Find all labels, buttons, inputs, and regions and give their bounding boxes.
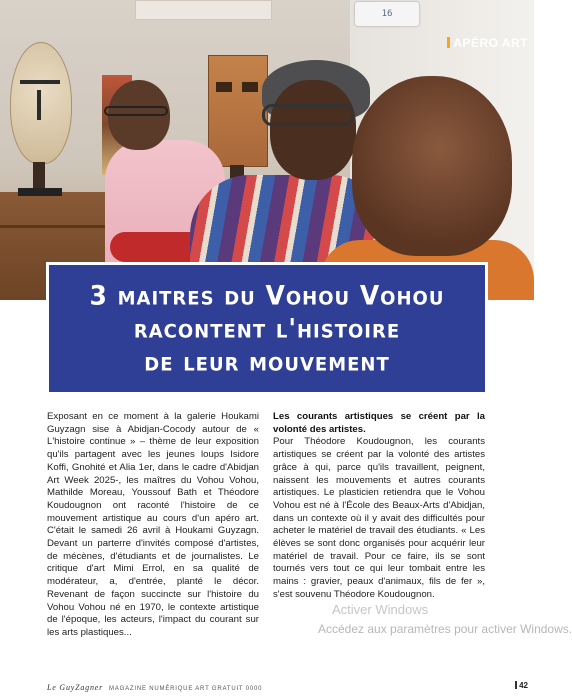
section-subheading: Les courants artistiques se créent par la volonté des artistes. [273,411,485,435]
photo-cabinet-edge [0,225,110,228]
watermark-line-2: Accédez aux paramètres pour activer Windows. [318,622,572,636]
footer-masthead [47,683,262,692]
watermark-line-1: Activer Windows [332,602,429,617]
mask-nose [37,90,41,120]
wooden-mask-eye-right [242,82,258,92]
title-line-2: racontent l'histoire [133,313,401,344]
page-number-bar [515,681,517,689]
article-column-right [273,411,485,602]
windows-activation-watermark [318,602,572,636]
page-number [515,681,528,690]
article-column-left [47,411,259,640]
person-left-glasses [104,106,168,116]
title-line-1: 3 maitres du Vohou Vohou [89,280,445,311]
body-paragraph: Pour Théodore Koudougnon, les courants artistiques se créent par la volonté des artistes grâce à qui, parce qu'ils travaillent, peignent, naissent les mouvements et autres courants artistiques. Le plasticien retiendra que le Vohou Vohou est né à l'École des Beaux-Arts d'Abidjan, dans un contexte où il y avait des difficultés pour acheter le matériel de travail des étudiants. « Les élèves se sont donc organisés pour acquérir leur matériel de travail. Pour ce faire, ils se sont tournés vers tout ce qui leur tombait entre les mains : gravier, peaux d'animaux, fils de fer », s'est souvenu Théodore Koudougnon. [273,436,485,600]
article-title [46,262,488,395]
footer-tagline: MAGAZINE NUMÉRIQUE ART GRATUIT 0000 [109,686,263,692]
wooden-mask-sculpture [208,55,268,167]
person-center-glasses [262,104,354,126]
photo-frame [135,0,272,20]
section-label-text: APÉRO ART [453,36,528,50]
section-label-accent [447,37,450,48]
thermostat-display: 16 [355,2,419,26]
wooden-mask-eye-left [216,82,232,92]
mask-base [18,188,62,196]
intro-paragraph: Exposant en ce moment à la galerie Houkami Guyzagn sise à Abidjan-Cocody autour de « L'histoire continue » – thème de leur exposition qu'ils partagent avec les jeunes loups Isidore Koffi, Gnohité et Alia 1er, dans le cadre d'Abidjan Art Week 2025-, les maîtres du Vohou Vohou, Mathilde Moreau, Youssouf Bath et Théodore Koudougnon ont raconté l'histoire de ce mouvement artistique au cours d'un apéro art. C'était le samedi 26 avril à Houkami Guyzagn. Devant un parterre d'invités composé d'artistes, de mécènes, d'étudiants et de journalistes. Le critique d'art Mimi Errol, en sa qualité de modérateur, a, d'entrée, planté le décor. Revenant de façon succincte sur l'histoire du Vohou Vohou né en 1970, le contexte artistique de l'époque, les acteurs, l'impact du courant sur les arts plastiques... [47,411,259,638]
footer-brand: Le GuyZagner [47,683,104,692]
page-number-text: 42 [519,681,528,690]
round-mask-sculpture [10,42,72,164]
section-label [447,36,528,50]
person-right-head [352,76,512,256]
title-line-3: de leur mouvement [144,346,390,377]
person-center-head [270,80,356,180]
mask-eyes [20,80,60,90]
